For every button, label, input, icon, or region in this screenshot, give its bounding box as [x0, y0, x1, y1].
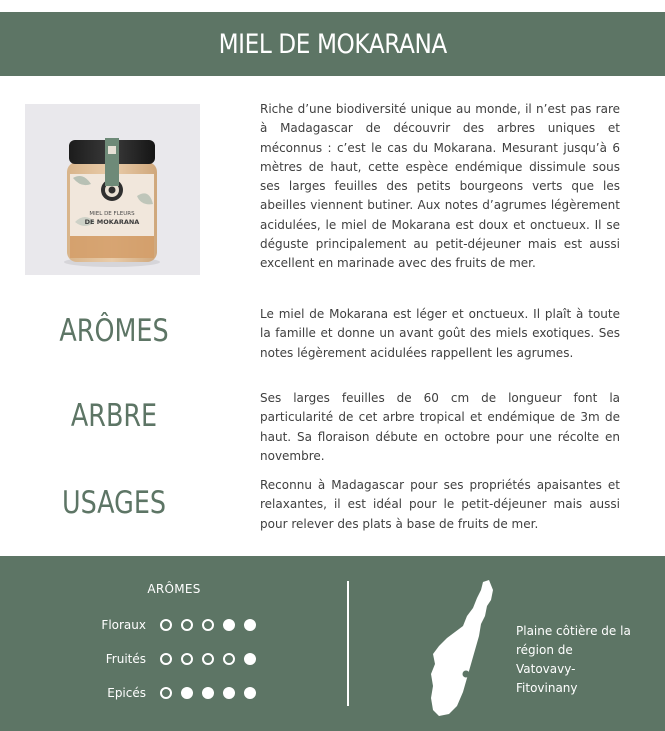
footer-divider [347, 581, 349, 706]
section-label-arbre: ARBRE [70, 398, 158, 434]
rating-dot-filled [244, 653, 256, 665]
rating-dots [160, 619, 256, 631]
rating-dot-filled [223, 687, 235, 699]
section-text-usages: Reconnu à Madagascar pour ses propriétés apaisantes et relaxantes, il est idéal pour le petit-déjeuner mais aussi pour relever des plats à base de fruits de mer. [260, 478, 620, 531]
jar-label-line2: DE MOKARANA [84, 218, 140, 226]
footer-panel [0, 556, 665, 731]
page-title: MIEL DE MOKARANA [218, 28, 447, 60]
product-photo [25, 104, 200, 275]
page-header [0, 12, 665, 76]
top-strip [0, 0, 665, 12]
section-label-usages: USAGES [61, 485, 167, 521]
jar-label-line1: MIEL DE FLEURS [89, 211, 135, 217]
rating-label: Fruités [105, 652, 146, 666]
rating-label: Epicés [107, 686, 146, 700]
section-label-aromes: ARÔMES [59, 313, 169, 349]
aromas-title: ARÔMES [147, 582, 201, 596]
rating-dot-empty [181, 653, 193, 665]
rating-row-epices [78, 686, 256, 700]
rating-dots [160, 687, 256, 699]
rating-dot-filled [223, 619, 235, 631]
rating-row-floraux [78, 618, 256, 632]
rating-dot-empty [202, 619, 214, 631]
rating-dot-filled [244, 619, 256, 631]
rating-dot-empty [223, 653, 235, 665]
rating-dot-empty [160, 653, 172, 665]
section-text-aromes: Le miel de Mokarana est léger et onctueux. Il plaît à toute la famille et donne un avant goût des miels exotiques. Ses notes légèrement acidulées rappellent les agrumes. [260, 307, 620, 360]
region-marker [463, 671, 470, 678]
rating-row-fruites [78, 652, 256, 666]
intro-text: Riche d’une biodiversité unique au monde, il n’est pas rare à Madagascar de découvrir des arbres uniques et méconnus : c’est le cas du Mokarana. Mesurant jusqu’à 6 mètres de haut, cette espèce endémique dissimule sous ses larges feuilles des petits bourgeons verts que les abeilles viennent butiner. Aux notes d’agrumes légèrement acidulées, le miel de Mokarana est doux et onctueux. Il se déguste principalement au petit-déjeuner mais est aussi excellent en marinade avec des fruits de mer. [260, 102, 620, 271]
rating-label: Floraux [101, 618, 146, 632]
rating-dots [160, 653, 256, 665]
rating-dot-filled [181, 687, 193, 699]
rating-dot-filled [244, 687, 256, 699]
rating-dot-empty [181, 619, 193, 631]
honey-jar-illustration [25, 104, 200, 275]
section-text-arbre: Ses larges feuilles de 60 cm de longueur font la particularité de cet arbre tropical et endémique de 3m de haut. Sa floraison débute en octobre pour une récolte en novembre. [260, 391, 620, 463]
rating-dot-empty [160, 687, 172, 699]
rating-dot-empty [160, 619, 172, 631]
rating-dot-empty [202, 653, 214, 665]
region-text: Plaine côtière de la région de Vatovavy-Fitovinany [516, 624, 631, 695]
madagascar-map-icon [425, 578, 497, 718]
rating-dot-filled [202, 687, 214, 699]
